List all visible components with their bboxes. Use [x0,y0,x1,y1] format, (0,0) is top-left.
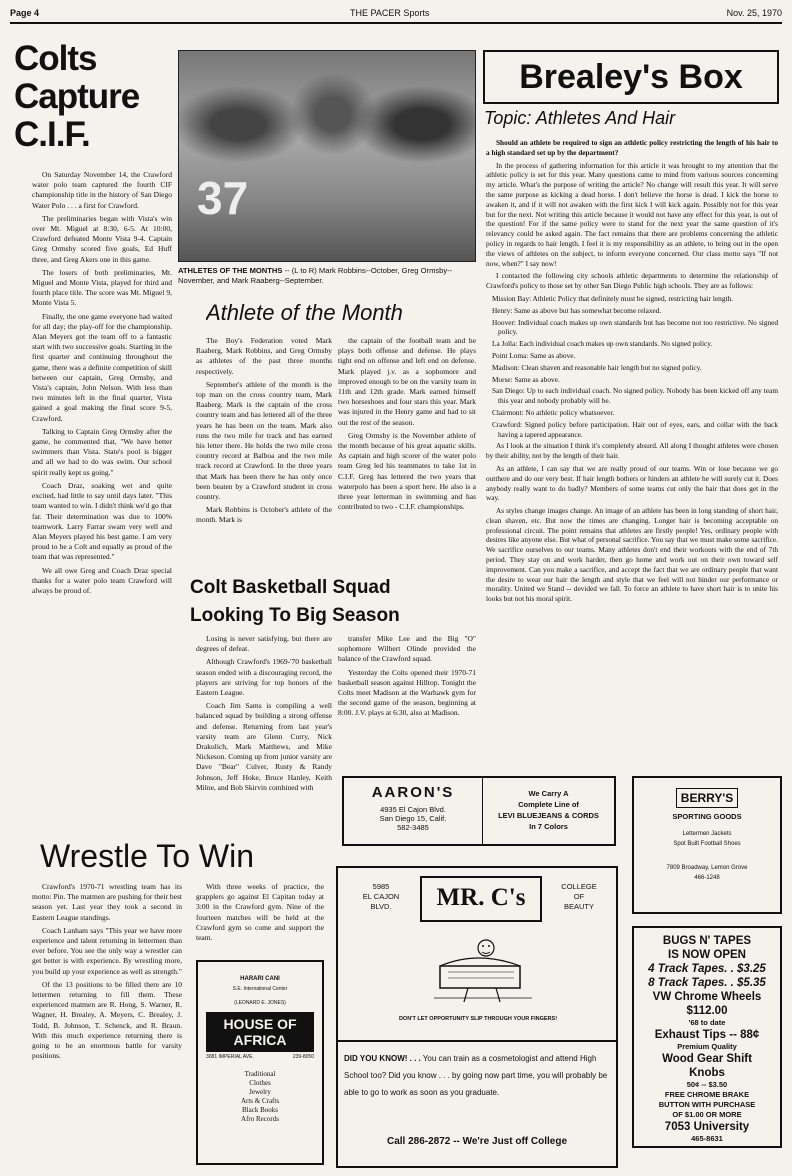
brealey-title-box [483,50,779,104]
colts-headline-box [14,40,170,165]
africa-name: HOUSE OF AFRICA [206,1012,314,1052]
brealey-paragraph: As I look at the situation I think it's completely absurd. All along I thought athletes were chosen by their ability, not by the length of their hair. [486,441,778,461]
wrestle-col1 [32,882,182,1172]
wrestle-paragraph: Of the 13 positions to be filled there are 10 lettermen returning to fill them. These experienced matmen are R. Hong, S. Warner, R. Wagner, H. Brealey, A. Meyers, C. Brealey, J. Todd, B. Johnson, T. Schenck, and R. Braun. With this much experience returning there is going to be an enormous battle for varsity positions. [32,979,182,1061]
brealey-paragraph: As styles change images change. An image of an athlete has been in long standing of short hair, clean shaven, etc. But now the times are changing. Longer hair is becoming acceptable on professional circuit. The point remains that athletes are firstly people! Yes, ordinary people with desires like anyone else. But what of personal sacrifice. You say that we must make some sacrifice. We sacrifice ourselves to our teams. Many athletes don't end their workouts with the end of 7th period. They stay on and work harder, then go home and work out on their own toward self improvement. Can you make a sacrifice, and accept the fact that we are ordinary people that want the desire to wear our hair the length and style that we feel will not hinder our performance or morality. United we Stand -- devided we fall. To force an athlete to have short hair is to unite his looks but not his moral spirit. [486,506,778,604]
mrc-know-text [344,1050,610,1101]
mrc-know-bold: DID YOU KNOW! . . . [344,1054,421,1063]
africa-owner: (LEONARD E. JONES) [234,1000,286,1006]
colts-paragraph: The losers of both preliminaries, Mt. Miguel and Monte Vista, played for third and fourth place title. The score was Mt. Miguel 9, Monte Vista 5. [32,267,172,308]
athlete-paragraph: The Boy's Federation voted Mark Raaberg, Mark Robbins, and Greg Ormsby as athletes of the past three months respectively. [196,336,332,376]
aarons-address-1: 4935 El Cajon Blvd. [380,805,446,814]
bugs-ad-line: BUGS N' TAPES [662,935,752,947]
school-policy-item: Morse: Same as above. [492,374,560,384]
basketball-headline-box [190,574,480,634]
aarons-right-2: Complete Line of [518,800,579,809]
school-policy-item: Hoover: Individual coach makes up own standards but has become not too restrictive. No signed policy. [492,317,778,337]
berrys-sub: SPORTING GOODS [672,812,742,821]
berrys-line-1: Lettermen Jackets [682,831,732,837]
basketball-paragraph: Coach Jim Sams is compiling a well balanced squad by building a strong offense and defense. Returning from last year's varsity team are Glenn Curry, Nick Drakulich, Mark Matthews, and Mike Nickeson. Coming up from junior varsity are Dave "Bear" Culver, Rusty & Randy Johnson, Jeff Hoke, Bruce Hanley, Keith Milne, and Bob Skirvin combined with [196,701,332,792]
aarons-ad [342,776,616,846]
school-policy-item: Crawford: Signed policy before participation. Hair out of eyes, ears, and collar with the back having a tapered appearance. [492,419,778,439]
wrestle-paragraph: Coach Lanham says "This year we have more experience and talent returning in lettermen than ever before. You see the only way a wrestler can get better is with experience. By wrestling more, you build up your experience as well as strength." [32,925,182,976]
basketball-paragraph: Although Crawford's 1969-'70 basketball season ended with a discouraging record, the players are striving for top honors of the Eastern League. [196,657,332,698]
mrc-right-1: COLLEGE [561,882,597,891]
berrys-name: BERRY'S [680,791,734,805]
mrc-call: Call 286-2872 -- We're Just off College [386,1136,568,1147]
mrc-addr-2: EL CAJON [362,892,400,901]
brealey-paragraph: As an athlete, I can say that we are really proud of our teams. Win or lose because we go outthere and do our very best. If hair length bothers or hinders an athlete he will surely cut it. Does anybody really want to do badly? Members of some teams cut only the hair that does get in the way. [486,463,778,503]
africa-sub: S.E. International Center [232,986,288,992]
colts-headline: Colts Capture C.I.F. [14,40,140,154]
colts-paragraph: Finally, the one game everyone had waited for all day; the play-off for the championship. Alan Meyers got the team off to a fantastic start with two successive goals. Starting in the first quarter and continuing throughout the game, there was a definite competition of skill between our captain, Greg Ormsby, and Vista's captain, John Nelson. With less than two minutes left in the final quarter, Vista gained a goal making the final score 9-5, Crawford. [32,311,172,423]
bugs-ad-line: FREE CHROME BRAKE [664,1090,750,1099]
photo-caption-bold: ATHLETES OF THE MONTHS [178,266,283,275]
bugs-ad-line: 50¢ -- $3.50 [686,1080,728,1089]
colts-article [32,170,172,830]
mr-cs-ad [336,866,618,1168]
aarons-right-4: In 7 Colors [529,822,568,831]
header-rule [10,22,782,24]
athlete-paragraph: September's athlete of the month is the top man on the cross country team, Mark Raaberg. Mark is the captain of the cross country team and has lettered all of the three years he has been on the team. Mark also runs the two mile for track and has earned his letter there. He holds the two mile cross country record at Balboa and the two mile track record at Crawford. In the three years that Mark has been there he has only once been beaten by a Crawford student in cross country. [196,379,332,502]
jersey-number: 37 [197,172,249,224]
basketball-col1 [196,634,332,830]
colts-paragraph: Coach Draz, soaking wet and quite excited, had little to say until days later. "This team wanted to win. I didn't think we'd go that far. Their determination was due to 100% teamwork. Larry Farrar swam very well and Alan Meyers played his best game. I am very proud to be a Colt and equally as proud of the team that was represented." [32,480,172,562]
bugs-ad-line: Premium Quality [677,1042,737,1051]
page-header [10,6,782,22]
paper-name: THE PACER Sports [350,8,430,18]
berrys-address: 7809 Broadway, Lemon Grove [666,865,748,871]
house-of-africa-ad [196,960,324,1165]
school-policy-item: La Jolla: Each individual coach makes up own standards. No signed policy. [492,339,713,349]
school-policy-item: Mission Bay: Athletic Policy that definitely must be signed, restricting hair length. [492,293,733,303]
opportunity-cartoon [428,928,538,1008]
bugs-ad-line: 465-8631 [691,1134,723,1143]
bugs-ad-line: VW Chrome Wheels [652,991,762,1003]
africa-top: HARARI CANI [240,976,280,982]
school-policy-item: Madison: Clean shaven and reasonable hair length but no signed policy. [492,362,702,372]
berrys-ad [632,776,782,914]
aarons-address-2: San Diego 15, Calif. [379,814,447,823]
brealey-paragraph: I contacted the following city schools athletic departments to determine the relationship of Crawford's policy to those set by other San Diego Public high schools. They are as follows: [486,271,778,291]
aarons-right-3: LEVI BLUEJEANS & CORDS [498,811,599,820]
school-policy-item: Henry: Same as above but has somewhat become relaxed. [492,305,662,315]
page-number: Page 4 [10,8,40,18]
africa-address: 3081 IMPERIAL AVE. [206,1054,254,1060]
africa-item: Arts & Crafts [240,1097,280,1105]
bugs-ad-line: Wood Gear Shift [662,1053,752,1065]
africa-items [198,1070,322,1124]
athlete-headline: Athlete of the Month [206,300,403,325]
mrc-right-2: OF [573,892,585,901]
aarons-right-1: We Carry A [528,789,569,798]
athlete-col1 [196,336,332,568]
basketball-paragraph: Yesterday the Colts opened their 1970-71 basketball season against Hilltop. Tonight the Colts meet Madison at the Warhawk gym for the second game of the season, beginning at 8:00. J.V. plays at 6:30, also at Madison. [338,667,476,718]
athlete-col2 [338,336,476,568]
school-policy-item: San Diego: Up to each individual coach. No signed policy. Nobody has been kicked off any team this year and nobody probably will be. [492,386,778,406]
bugs-lines [634,928,780,1144]
bugs-ad-line: OF $1.00 OR MORE [672,1110,742,1119]
colts-paragraph: Talking to Captain Greg Ormsby after the game, he commented that, "We have better swimmers than Vista. State's pool is bigger and all we had to do was swim. Our school spirit really kept us going." [32,426,172,477]
wrestle-col2 [196,882,324,952]
mrc-addr-3: BLVD. [370,902,392,911]
brealey-paragraph: In the process of gathering information for this article it was brought to my attention that the athletic policy is set for this year. Many questions came to mind from various sources concerning my article. What's the purpose of writing the article? No change will result this year. It will serve the same purpose as kicking a dead horse. I don't believe the horse is dead. I kick the horse to awaken it, and if it will not awaken with the first kick I will kick again. Possibly not for this year but for the next. Not writing this article because it would not have any effect for this year, is out of the question! For if the same policy were to stand for the next year the same question of it's relevancy could be asked again. The fact remains that there are problems concerning the athletic policy in regards to hair length. I feel it is my responsibility as an athlete, to bring out in the open the views of athletes on the subject, to inform everyone concerned. Our class motto says "If not now, when?" I say now! [486,160,778,268]
photo-caption [178,266,476,296]
athlete-paragraph: the captain of the football team and he plays both offense and defense. He plays tight end on offense and left end on defense. Mark played j.v. as a sophomore and improved enough to be on the varsity team in 11th and 12th grade. Mark earned himself two horseshoes and four stars this year. Mark was injured in the Henry game and had to sit out the rest of the season. [338,336,476,427]
wrestle-paragraph: With three weeks of practice, the grapplers go against El Capitan today at 3:00 in the Crawford gym. Nine of the fourteen matches will be held at the Crawford gym so come and support the team. [196,882,324,943]
mrc-addr-1: 5985 [372,882,390,891]
bugs-ad-line: IS NOW OPEN [668,949,746,961]
africa-item: Traditional [244,1070,276,1078]
africa-phone: 239-8050 [292,1054,314,1060]
bugs-ad-line: $112.00 [686,1005,728,1017]
photo-caption-text: -- (L to R) Mark Robbins--October, Greg Ormsby--November, and Mark Raaberg--September. [178,266,453,285]
issue-date: Nov. 25, 1970 [726,8,782,18]
bugs-n-tapes-ad [632,926,782,1148]
athletes-photo [178,50,476,262]
mrc-name: MR. C's [436,884,526,911]
colts-paragraph: We all owe Greg and Coach Draz special thanks for a water polo team Crawford will always be proud of. [32,565,172,595]
athlete-paragraph: Mark Robbins is October's athlete of the month. Mark is [196,505,332,525]
bugs-ad-line: BUTTON WITH PURCHASE [658,1100,756,1109]
basketball-headline-2: Looking To Big Season [190,605,400,626]
bugs-ad-line: Knobs [689,1067,725,1079]
africa-item: Black Books [242,1106,278,1114]
brealey-title: Brealey's Box [519,58,743,96]
africa-item: Afro Records [241,1115,279,1123]
bugs-ad-line: Exhaust Tips -- 88¢ [654,1029,760,1041]
berrys-phone: 466-1248 [694,875,720,881]
wrestle-headline: Wrestle To Win [40,838,254,874]
mrc-know-body: You can train as a cosmetologist and attend High School too? Did you know . . . by going now part time, you will probably be able to go to work as soon as you graduate. [344,1054,608,1097]
berrys-line-2: Spot Built Football Shoes [673,841,741,847]
bugs-ad-line: 8 Track Tapes. . $5.35 [648,977,766,989]
school-policy-item: Clairmont: No athletic policy whatsoever. [492,407,615,417]
basketball-paragraph: Losing is never satisfying, but there are degrees of defeat. [196,634,332,654]
bugs-ad-line: 7053 University [664,1121,750,1133]
athlete-paragraph: Greg Ormsby is the November athlete of the month because of his great aquatic skills. As captain and high scorer of the water polo team Greg led his teammates to take 1st in C.I.F. Greg has lettered the two years that waterpolo has been a sport here. He also is a three year letterman in swimming and has contributed to two - C.I.F. championships. [338,430,476,512]
africa-item: Jewelry [249,1088,271,1096]
aarons-name: AARON'S [371,784,455,801]
wrestle-paragraph: Crawford's 1970-71 wrestling team has its motto: Pin. The matmen are pushing for their best season yet. Last year they took a second in Eastern League standings. [32,882,182,922]
brealey-topic: Topic: Athletes And Hair [484,108,676,128]
basketball-paragraph: transfer Mike Lee and the Big "O" sophomore Wilbert Olinde provided the balance of the Crawford squad. [338,634,476,664]
bugs-ad-line: '68 to date [688,1018,726,1027]
school-policy-item: Point Loma: Same as above. [492,350,576,360]
bugs-ad-line: 4 Track Tapes. . $3.25 [648,963,766,975]
colts-paragraph: On Saturday November 14, the Crawford water polo team captured the fourth CIF championship title in the history of San Diego Water Polo . . . a first for Crawford. [32,170,172,210]
africa-item: Clothes [249,1079,271,1087]
aarons-phone: 582-3485 [397,823,429,832]
mrc-slogan: DON'T LET OPPORTUNITY SLIP THROUGH YOUR FINGERS! [398,1016,558,1022]
brealey-question: Should an athlete be required to sign an athletic policy restricting the length of his hair to a high standard set up by the department? [486,138,778,157]
mrc-right-3: BEAUTY [563,902,594,911]
colts-paragraph: The preliminaries began with Vista's win over Mt. Miguel at 8:30, 6-5. At 10:00, Crawford defeated Monte Vista 9-4. Captain Greg Ormsby scored five goals, Ed Huff three, and Greg Akers one in this game. [32,213,172,264]
brealey-article [486,138,778,738]
basketball-headline-1: Colt Basketball Squad [190,577,391,598]
